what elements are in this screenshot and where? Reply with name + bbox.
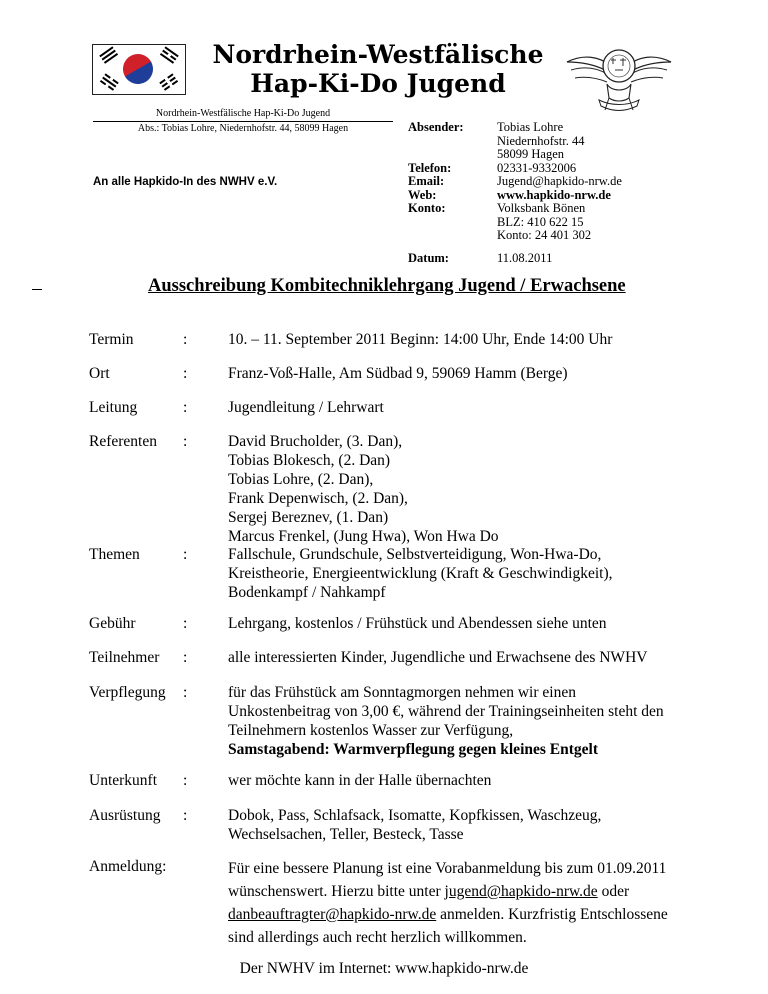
email-label: Email:: [408, 174, 445, 188]
letterhead-org-name: Nordrhein-Westfälische Hap-Ki-Do Jugend: [155, 108, 331, 119]
verpflegung-bold-line: Samstagabend: Warmverpflegung gegen kleines Entgelt: [228, 741, 598, 758]
danbeauftragter-email-link[interactable]: danbeauftragter@hapkido-nrw.de: [228, 906, 437, 923]
header-title-line2: Hap-Ki-Do Jugend: [250, 69, 506, 98]
referenten-label: Referenten: [89, 433, 157, 450]
web-value: www.hapkido-nrw.de: [497, 187, 611, 202]
teilnehmer-value: alle interessierten Kinder, Jugendliche und Erwachsene des NWHV: [228, 649, 648, 666]
document-title: Ausschreibung Kombitechniklehrgang Jugend / Erwachsene: [148, 276, 626, 296]
telefon-value: 02331-9332006: [497, 160, 577, 175]
anmeldung-line-1: Für eine bessere Planung ist eine Vorabanmeldung bis zum 01.09.2011: [228, 860, 667, 877]
leitung-label: Leitung: [89, 399, 138, 416]
ausruestung-colon: :: [183, 807, 188, 824]
konto-line-3: Konto: 24 401 302: [497, 228, 592, 242]
referent-6: Marcus Frenkel, (Jung Hwa), Won Hwa Do: [228, 528, 499, 545]
header-title-line1: Nordrhein-Westfälische: [212, 40, 544, 69]
sender-line: [93, 108, 393, 135]
gebuehr-label: Gebühr: [89, 615, 136, 632]
datum-value: 11.08.2011: [497, 251, 553, 265]
konto-line-1: Volksbank Bönen: [497, 201, 586, 215]
ausruestung-label: Ausrüstung: [89, 807, 161, 824]
anmeldung-label: Anmeldung:: [89, 858, 167, 875]
anmeldung-line-4: sind allerdings auch recht herzlich willkommen.: [228, 929, 527, 946]
fold-mark: [32, 289, 42, 290]
footer: Der NWHV im Internet: www.hapkido-nrw.de: [239, 960, 529, 977]
anmeldung-line-2: [228, 880, 678, 903]
email-value: Jugend@hapkido-nrw.de: [497, 174, 622, 188]
teilnehmer-label: Teilnehmer: [89, 649, 160, 666]
eagle-emblem-logo: [563, 40, 675, 116]
korean-flag-logo: [92, 44, 186, 95]
letterhead-divider: [93, 121, 393, 122]
verpflegung-label: Verpflegung: [89, 684, 166, 701]
themen-line-3: Bodenkampf / Nahkampf: [228, 584, 386, 601]
absender-line-2: Niedernhofstr. 44: [497, 133, 585, 148]
verpflegung-line-2: Unkostenbeitrag von 3,00 €, während der Trainingseinheiten steht den: [228, 703, 664, 720]
referent-1: David Brucholder, (3. Dan),: [228, 433, 403, 450]
teilnehmer-colon: :: [183, 649, 188, 666]
termin-value: 10. – 11. September 2011 Beginn: 14:00 Uhr, Ende 14:00 Uhr: [228, 331, 613, 348]
letterhead-sender-address: Abs.: Tobias Lohre, Niedernhofstr. 44, 58099 Hagen: [137, 123, 349, 134]
ort-label: Ort: [89, 365, 110, 382]
trigram-bottom-left: [99, 73, 118, 91]
verpflegung-colon: :: [183, 684, 188, 701]
unterkunft-value: wer möchte kann in der Halle übernachten: [228, 772, 492, 789]
referent-4: Frank Depenwisch, (2. Dan),: [228, 490, 408, 507]
taeguk-symbol: [118, 49, 159, 90]
unterkunft-colon: :: [183, 772, 188, 789]
anmeldung-line-3: [228, 903, 678, 926]
anmeldung-line-2-tail: oder: [597, 883, 630, 900]
themen-colon: :: [183, 546, 188, 563]
termin-colon: :: [183, 331, 188, 348]
konto-line-2: BLZ: 410 622 15: [497, 214, 584, 229]
ort-colon: :: [183, 365, 188, 382]
trigram-bottom-right: [159, 73, 178, 91]
trigram-top-right: [159, 46, 178, 64]
verpflegung-line-3: Teilnehmern kostenlos Wasser zur Verfügung,: [228, 722, 514, 739]
anmeldung-line-3-tail: anmelden. Kurzfristig Entschlossene: [436, 906, 668, 923]
ausruestung-line-2: Wechselsachen, Teller, Besteck, Tasse: [228, 826, 464, 843]
anmeldung-line-2-text: wünschenswert. Hierzu bitte unter: [228, 883, 445, 900]
themen-label: Themen: [89, 546, 140, 563]
referent-2: Tobias Blokesch, (2. Dan): [228, 452, 391, 469]
konto-label: Konto:: [408, 201, 446, 215]
jugend-email-link[interactable]: jugend@hapkido-nrw.de: [444, 883, 598, 900]
ort-value: Franz-Voß-Halle, Am Südbad 9, 59069 Hamm (Berge): [228, 365, 568, 382]
telefon-label: Telefon:: [408, 160, 452, 175]
referent-5: Sergej Bereznev, (1. Dan): [228, 509, 389, 526]
ausruestung-line-1: Dobok, Pass, Schlafsack, Isomatte, Kopfkissen, Waschzeug,: [228, 807, 602, 824]
absender-line-3: 58099 Hagen: [497, 147, 564, 161]
absender-line-1: Tobias Lohre: [497, 120, 564, 134]
recipient-address: An alle Hapkido-In des NWHV e.V.: [93, 176, 278, 188]
leitung-colon: :: [183, 399, 188, 416]
gebuehr-value: Lehrgang, kostenlos / Frühstück und Abendessen siehe unten: [228, 615, 607, 632]
termin-label: Termin: [89, 331, 134, 348]
referent-3: Tobias Lohre, (2. Dan),: [228, 471, 374, 488]
leitung-value: Jugendleitung / Lehrwart: [228, 399, 384, 416]
unterkunft-label: Unterkunft: [89, 772, 158, 789]
datum-label: Datum:: [408, 251, 449, 265]
page-title-header: [200, 40, 556, 98]
verpflegung-line-1: für das Frühstück am Sonntagmorgen nehmen wir einen: [228, 684, 576, 701]
gebuehr-colon: :: [183, 615, 188, 632]
absender-label: Absender:: [408, 120, 464, 134]
referenten-colon: :: [183, 433, 188, 450]
themen-line-1: Fallschule, Grundschule, Selbstverteidigung, Won-Hwa-Do,: [228, 546, 602, 563]
web-label: Web:: [408, 187, 437, 202]
themen-line-2: Kreistheorie, Energieentwicklung (Kraft & Geschwindigkeit),: [228, 565, 613, 582]
trigram-top-left: [99, 46, 118, 64]
